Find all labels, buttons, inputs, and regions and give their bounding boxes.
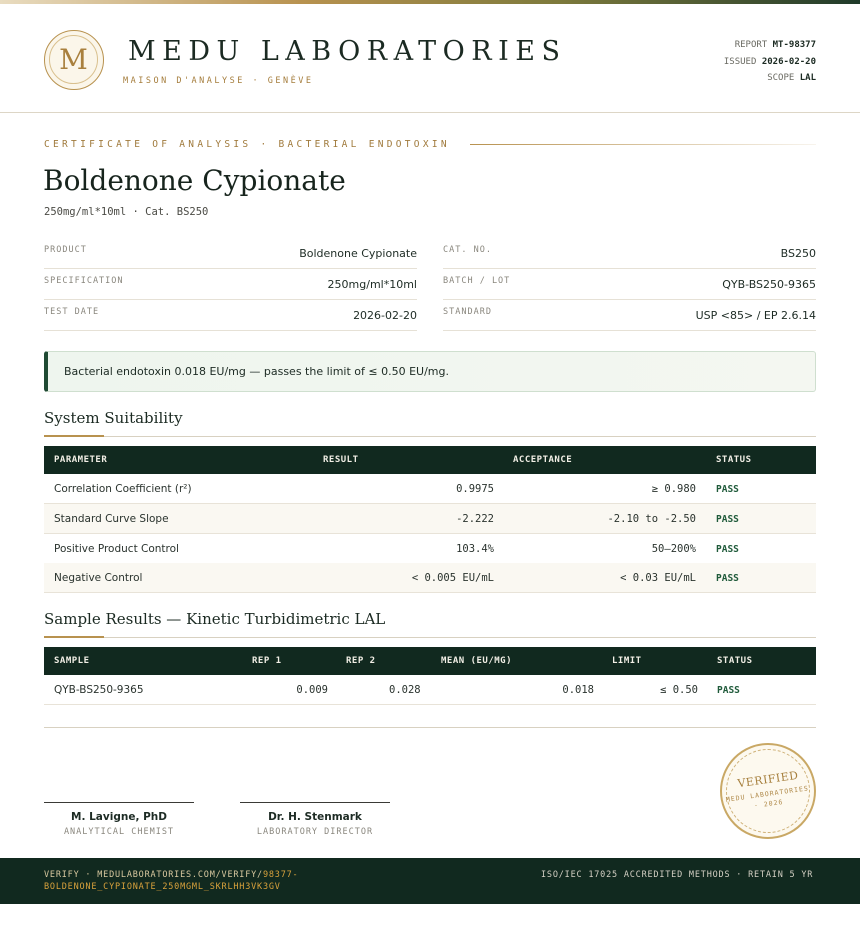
samples-table-header xyxy=(44,647,816,675)
parameter-cell: Correlation Coefficient (r²) xyxy=(54,483,192,495)
scope-value: LAL xyxy=(799,73,816,83)
info-row xyxy=(44,238,417,269)
result-cell: -2.222 xyxy=(456,513,494,525)
samples-section-title: Sample Results — Kinetic Turbidimetric LAL xyxy=(44,610,386,628)
kicker-divider xyxy=(470,144,816,145)
column-header-status: STATUS xyxy=(717,656,753,666)
column-header-status: STATUS xyxy=(716,455,752,465)
info-value: 2026-02-20 xyxy=(353,309,417,322)
report-number: MT-98377 xyxy=(772,40,816,50)
section-accent xyxy=(44,636,104,638)
info-value: QYB-BS250-9365 xyxy=(722,278,816,291)
table-row xyxy=(44,534,816,564)
info-row xyxy=(443,300,816,331)
verify-text xyxy=(44,869,344,893)
product-subtitle: 250mg/ml*10ml · Cat. BS250 xyxy=(44,206,209,218)
stamp-sub-text: MEDU LABORATORIES · 2026 xyxy=(725,784,810,810)
info-row xyxy=(443,238,816,269)
report-footer xyxy=(0,858,860,904)
parameter-cell: Standard Curve Slope xyxy=(54,513,169,525)
info-label: PRODUCT xyxy=(44,245,87,255)
signature-block xyxy=(44,802,194,837)
info-value: Boldenone Cypionate xyxy=(299,247,417,260)
issued-date: 2026-02-20 xyxy=(761,56,816,67)
info-row xyxy=(44,269,417,300)
table-row xyxy=(44,504,816,534)
signatory-name: M. Lavigne, PhD xyxy=(71,811,167,823)
status-badge: PASS xyxy=(716,573,739,584)
info-grid-left xyxy=(44,238,417,331)
column-header-result: RESULT xyxy=(323,455,359,465)
lab-seal-logo xyxy=(44,30,104,90)
acceptance-cell: 50–200% xyxy=(651,543,696,555)
acceptance-cell: -2.10 to -2.50 xyxy=(607,513,696,525)
suitability-table-header xyxy=(44,446,816,474)
parameter-cell: Positive Product Control xyxy=(54,543,179,555)
document-kicker: CERTIFICATE OF ANALYSIS · BACTERIAL ENDOTOXIN xyxy=(44,139,450,150)
acceptance-cell: < 0.03 EU/mL xyxy=(620,572,696,584)
verify-link[interactable]: 98377-BOLDENONE_CYPIONATE_250MGML_SKRLHH3VK3GV xyxy=(44,870,299,892)
column-header-parameter: PARAMETER xyxy=(54,455,108,465)
signature-divider xyxy=(44,727,816,728)
accreditation-note: ISO/IEC 17025 ACCREDITED METHODS · RETAIN 5 YR xyxy=(541,870,814,880)
acceptance-cell: ≥ 0.980 xyxy=(651,483,696,495)
info-grid-right xyxy=(443,238,816,331)
table-row xyxy=(44,675,816,705)
info-row xyxy=(443,269,816,300)
mean-cell: 0.018 xyxy=(562,684,594,696)
scope-label: SCOPE xyxy=(767,73,795,83)
signatory-role: LABORATORY DIRECTOR xyxy=(256,827,374,837)
signature-block xyxy=(240,802,390,837)
report-label: REPORT xyxy=(734,40,768,50)
info-label: SPECIFICATION xyxy=(44,276,124,286)
stamp-main-text: VERIFIED xyxy=(736,768,800,791)
column-header-rep1: REP 1 xyxy=(252,656,282,666)
info-label: BATCH / LOT xyxy=(443,276,511,286)
suitability-section-title: System Suitability xyxy=(44,409,183,427)
verdict-text: Bacterial endotoxin 0.018 EU/mg — passes the limit of ≤ 0.50 EU/mg. xyxy=(64,365,449,378)
table-row xyxy=(44,563,816,593)
result-cell: 103.4% xyxy=(456,543,494,555)
result-cell: 0.9975 xyxy=(456,483,494,495)
info-value: 250mg/ml*10ml xyxy=(327,278,417,291)
report-header xyxy=(0,4,860,113)
column-header-rep2: REP 2 xyxy=(346,656,376,666)
result-cell: < 0.005 EU/mL xyxy=(411,572,494,584)
sample-id-cell: QYB-BS250-9365 xyxy=(54,684,144,696)
info-label: TEST DATE xyxy=(44,307,100,317)
column-header-sample: SAMPLE xyxy=(54,656,90,666)
info-label: STANDARD xyxy=(443,307,492,317)
status-badge: PASS xyxy=(716,544,739,555)
info-value: USP <85> / EP 2.6.14 xyxy=(695,309,816,322)
report-meta xyxy=(724,37,816,87)
table-row xyxy=(44,474,816,504)
rep1-cell: 0.009 xyxy=(296,684,328,696)
rep2-cell: 0.028 xyxy=(389,684,421,696)
issued-label: ISSUED xyxy=(723,56,757,67)
verify-prefix: VERIFY · MEDULABORATORIES.COM/VERIFY/ xyxy=(44,870,263,880)
section-rule xyxy=(44,436,816,437)
info-label: CAT. NO. xyxy=(443,245,492,255)
section-accent xyxy=(44,435,104,437)
verdict-banner xyxy=(44,351,816,392)
section-rule xyxy=(44,637,816,638)
signatory-role: ANALYTICAL CHEMIST xyxy=(63,827,175,837)
status-badge: PASS xyxy=(717,685,740,696)
lab-subtitle: MAISON D'ANALYSE · GENÈVE xyxy=(123,76,314,86)
info-row xyxy=(44,300,417,331)
seal-monogram: M xyxy=(49,35,98,84)
verified-stamp xyxy=(720,743,816,839)
column-header-limit: LIMIT xyxy=(612,656,642,666)
info-value: BS250 xyxy=(780,247,816,260)
status-badge: PASS xyxy=(716,514,739,525)
lab-name: MEDU LABORATORIES xyxy=(128,36,567,67)
status-badge: PASS xyxy=(716,484,739,495)
column-header-mean: MEAN (EU/MG) xyxy=(441,656,513,666)
signatory-name: Dr. H. Stenmark xyxy=(268,811,362,823)
parameter-cell: Negative Control xyxy=(54,572,143,584)
limit-cell: ≤ 0.50 xyxy=(660,684,698,696)
column-header-acceptance: ACCEPTANCE xyxy=(513,455,573,465)
product-title: Boldenone Cypionate xyxy=(43,164,346,197)
